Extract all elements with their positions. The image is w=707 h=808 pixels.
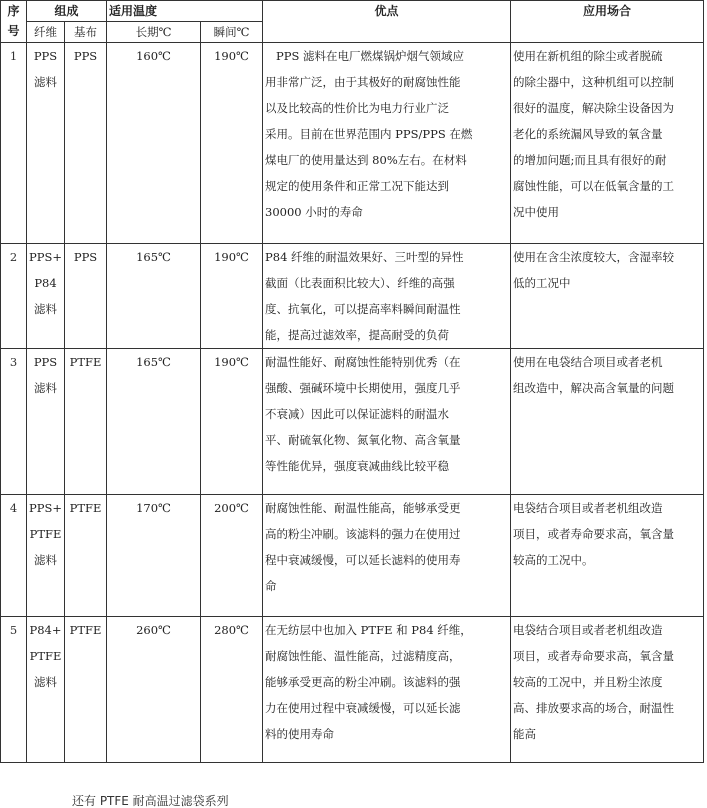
- instant-temp-cell: 190℃: [201, 349, 263, 495]
- applications-line: 电袋结合项目或者老机组改造: [513, 623, 663, 637]
- applications-cell: [511, 349, 704, 495]
- advantages-line: 能，提高过滤效率，提高耐受的负荷: [265, 328, 450, 342]
- row-number: 4: [1, 495, 27, 617]
- instant-temp-cell: 190℃: [201, 244, 263, 349]
- fiber-line: P84: [34, 276, 57, 290]
- advantages-cell: [263, 349, 511, 495]
- applications-line: 较高的工况中，并且粉尘浓度: [513, 675, 663, 689]
- long-term-temp-cell: 260℃: [107, 617, 201, 763]
- header-no: 序号: [1, 1, 27, 43]
- fiber-cell: [27, 244, 65, 349]
- base-cell: PPS: [65, 43, 107, 244]
- fiber-line: PPS: [33, 355, 58, 369]
- advantages-line: 截面（比表面积比较大）、纤维的高强: [265, 276, 455, 290]
- advantages-line: 强酸、强碱环境中长期使用，强度几乎: [265, 381, 461, 395]
- applications-line: 低的工况中: [513, 276, 571, 290]
- applications-line: 使用在新机组的除尘或者脱硫: [513, 49, 663, 63]
- footer-text: 还有 PTFE 耐高温过滤袋系列: [72, 794, 229, 808]
- advantages-cell: [263, 43, 511, 244]
- applications-cell: [511, 617, 704, 763]
- advantages-line: 耐温性能好、耐腐蚀性能特别优秀（在: [265, 355, 461, 369]
- long-term-temp-cell: 160℃: [107, 43, 201, 244]
- applications-line: 能高: [513, 727, 537, 741]
- fiber-line: 滤料: [34, 675, 57, 689]
- applications-line: 的增加问题;而且具有很好的耐: [513, 153, 667, 167]
- advantages-line: P84 纤维的耐温效果好、三叶型的异性: [265, 250, 464, 264]
- fiber-line: P84+: [29, 623, 62, 637]
- fiber-cell: [27, 495, 65, 617]
- table-header-row: [1, 1, 704, 22]
- table-row: [1, 617, 704, 763]
- applications-line: 较高的工况中。: [513, 553, 594, 567]
- advantages-line: 用非常广泛，由于其极好的耐腐蚀性能: [265, 75, 461, 89]
- advantages-line: 以及比较高的性价比为电力行业广泛: [265, 101, 450, 115]
- applications-line: 使用在电袋结合项目或者老机: [513, 355, 663, 369]
- instant-temp-cell: 280℃: [201, 617, 263, 763]
- advantages-line: 程中衰减缓慢，可以延长滤料的使用寿: [265, 553, 461, 567]
- table-row: [1, 244, 704, 349]
- row-number: 3: [1, 349, 27, 495]
- fiber-line: 滤料: [34, 381, 57, 395]
- advantages-line: 30000 小时的寿命: [265, 205, 363, 219]
- applications-cell: [511, 43, 704, 244]
- row-number: 1: [1, 43, 27, 244]
- fiber-cell: [27, 43, 65, 244]
- instant-temp-cell: 190℃: [201, 43, 263, 244]
- advantages-cell: [263, 495, 511, 617]
- applications-line: 电袋结合项目或者老机组改造: [513, 501, 663, 515]
- advantages-line: 规定的使用条件和正常工况下能达到: [265, 179, 450, 193]
- subheader-instant: 瞬间℃: [201, 22, 263, 43]
- base-cell: PTFE: [65, 349, 107, 495]
- advantages-line: 能够承受更高的粉尘冲刷。该滤料的强: [265, 675, 461, 689]
- advantages-cell: [263, 617, 511, 763]
- applications-line: 项目，或者寿命要求高，氧含量: [513, 649, 675, 663]
- row-number: 2: [1, 244, 27, 349]
- advantages-line: 高的粉尘冲刷。该滤料的强力在使用过: [265, 527, 461, 541]
- long-term-temp-cell: 165℃: [107, 244, 201, 349]
- header-applications: 应用场合: [511, 1, 704, 43]
- applications-line: 况中使用: [513, 205, 560, 219]
- applications-line: 组改造中，解决高含氧量的问题: [513, 381, 675, 395]
- header-composition: 组成: [27, 1, 107, 22]
- applications-line: 高、排放要求高的场合，耐温性: [513, 701, 675, 715]
- base-cell: PTFE: [65, 617, 107, 763]
- table-body: [1, 43, 704, 763]
- advantages-line: 等性能优异，强度衰减曲线比较平稳: [265, 459, 450, 473]
- fiber-line: PTFE: [29, 527, 62, 541]
- advantages-line: 耐腐蚀性能、耐温性能高，能够承受更: [265, 501, 461, 515]
- applications-line: 项目，或者寿命要求高，氧含量: [513, 527, 675, 541]
- instant-temp-cell: 200℃: [201, 495, 263, 617]
- fiber-line: PPS+: [29, 501, 62, 515]
- table-row: [1, 43, 704, 244]
- long-term-temp-cell: 165℃: [107, 349, 201, 495]
- fiber-cell: [27, 349, 65, 495]
- fiber-line: PPS+: [29, 250, 62, 264]
- header-advantages: 优点: [263, 1, 511, 43]
- table-row: [1, 495, 704, 617]
- long-term-temp-cell: 170℃: [107, 495, 201, 617]
- advantages-line: 在无纺层中也加入 PTFE 和 P84 纤维，: [265, 623, 472, 637]
- base-cell: PPS: [65, 244, 107, 349]
- fiber-line: 滤料: [34, 75, 57, 89]
- advantages-line: 煤电厂的使用量达到 80%左右。在材料: [265, 153, 467, 167]
- applications-line: 使用在含尘浓度较大，含湿率较: [513, 250, 675, 264]
- applications-line: 腐蚀性能，可以在低氧含量的工: [513, 179, 675, 193]
- applications-line: 很好的温度，解决除尘设备因为: [513, 101, 675, 115]
- advantages-line: 命: [265, 579, 277, 593]
- advantages-line: 平、耐硫氧化物、氮氧化物、高含氧量: [265, 433, 461, 447]
- subheader-base: 基布: [65, 22, 107, 43]
- applications-line: 的除尘器中，这种机组可以控制: [513, 75, 675, 89]
- advantages-line: 不衰减）因此可以保证滤料的耐温水: [265, 407, 450, 421]
- applications-line: 老化的系统漏风导致的氧含量: [513, 127, 663, 141]
- subheader-long-term: 长期℃: [107, 22, 201, 43]
- fiber-line: PPS: [33, 49, 58, 63]
- fiber-line: 滤料: [34, 553, 57, 567]
- advantages-line: 度、抗氧化，可以提高率料瞬间耐温性: [265, 302, 461, 316]
- advantages-cell: [263, 244, 511, 349]
- base-cell: PTFE: [65, 495, 107, 617]
- row-number: 5: [1, 617, 27, 763]
- fiber-line: PTFE: [29, 649, 62, 663]
- fiber-line: 滤料: [34, 302, 57, 316]
- advantages-line: PPS 滤料在电厂燃煤锅炉烟气领域应: [265, 49, 465, 63]
- applications-cell: [511, 495, 704, 617]
- advantages-line: 料的使用寿命: [265, 727, 335, 741]
- advantages-line: 采用。目前在世界范围内 PPS/PPS 在燃: [265, 127, 473, 141]
- table-row: [1, 349, 704, 495]
- applications-cell: [511, 244, 704, 349]
- subheader-fiber: 纤维: [27, 22, 65, 43]
- advantages-line: 耐腐蚀性能、温性能高，过滤精度高，: [265, 649, 461, 663]
- advantages-line: 力在使用过程中衰减缓慢，可以延长滤: [265, 701, 461, 715]
- fiber-cell: [27, 617, 65, 763]
- header-temp: 适用温度: [107, 1, 263, 22]
